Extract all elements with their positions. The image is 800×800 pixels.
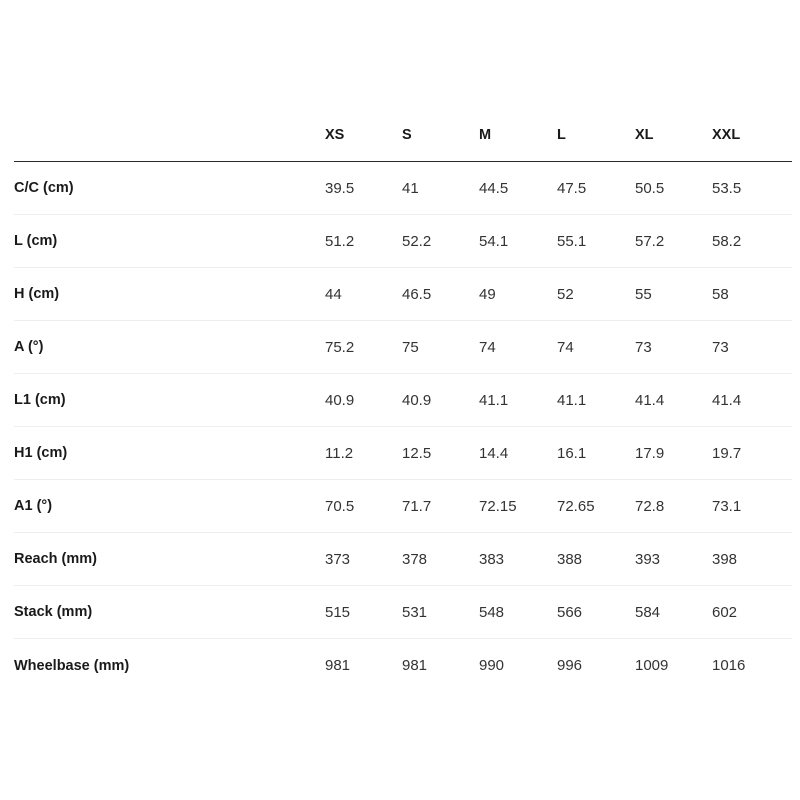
row-value-cell: 58 (712, 285, 729, 303)
row-value-cell: 393 (635, 550, 661, 568)
row-value-cell: 49 (479, 285, 496, 303)
row-value-cell: 74 (557, 338, 574, 356)
table-row (14, 639, 792, 692)
size-header-xl: XL (635, 126, 654, 143)
row-label: A (°) (14, 339, 44, 355)
row-value-cell: 52 (557, 285, 574, 303)
row-value-cell: 58.2 (712, 232, 742, 250)
row-label: C/C (cm) (14, 180, 74, 196)
size-header-s: S (402, 126, 412, 143)
size-header-xs: XS (325, 126, 345, 143)
row-value-cell: 584 (635, 603, 661, 621)
row-value-cell: 72.15 (479, 497, 517, 515)
row-value-cell: 41.4 (712, 391, 742, 409)
row-value-cell: 11.2 (325, 444, 354, 462)
row-value-cell: 398 (712, 550, 738, 568)
table-body (14, 162, 792, 692)
row-value-cell: 388 (557, 550, 583, 568)
table-row (14, 533, 792, 586)
row-value-cell: 990 (479, 657, 505, 674)
row-value-cell: 548 (479, 603, 505, 621)
row-value-cell: 566 (557, 603, 583, 621)
row-value-cell: 373 (325, 550, 351, 568)
row-label: Wheelbase (mm) (14, 657, 130, 674)
row-value-cell: 50.5 (635, 179, 665, 197)
row-value-cell: 12.5 (402, 444, 432, 462)
row-value-cell: 44.5 (479, 179, 509, 197)
row-value-cell: 40.9 (402, 391, 432, 409)
row-label: H (cm) (14, 286, 60, 302)
row-value-cell: 71.7 (402, 497, 432, 515)
row-value-cell: 16.1 (557, 444, 587, 462)
row-value-cell: 41.4 (635, 391, 665, 409)
row-value-cell: 53.5 (712, 179, 742, 197)
row-value-cell: 515 (325, 603, 351, 621)
row-label: L (cm) (14, 233, 58, 249)
table-row (14, 268, 792, 321)
row-value-cell: 55.1 (557, 232, 587, 250)
table-row (14, 162, 792, 215)
row-value-cell: 14.4 (479, 444, 509, 462)
row-value-cell: 1009 (635, 657, 669, 674)
row-value-cell: 531 (402, 603, 428, 621)
row-value-cell: 46.5 (402, 285, 432, 303)
row-label: Reach (mm) (14, 551, 97, 567)
row-value-cell: 44 (325, 285, 342, 303)
row-value-cell: 981 (325, 657, 351, 674)
table-row (14, 586, 792, 639)
geometry-table (14, 108, 792, 692)
size-header-l: L (557, 126, 566, 143)
row-value-cell: 378 (402, 550, 428, 568)
row-value-cell: 73 (712, 338, 729, 356)
row-value-cell: 51.2 (325, 232, 355, 250)
table-header-row (14, 108, 792, 162)
row-label: L1 (cm) (14, 392, 66, 408)
row-value-cell: 41.1 (557, 391, 587, 409)
table-row (14, 215, 792, 268)
row-value-cell: 72.8 (635, 497, 665, 515)
row-value-cell: 75 (402, 338, 419, 356)
row-value-cell: 55 (635, 285, 652, 303)
row-value-cell: 74 (479, 338, 496, 356)
row-value-cell: 981 (402, 657, 428, 674)
row-value-cell: 72.65 (557, 497, 595, 515)
row-value-cell: 39.5 (325, 179, 355, 197)
row-value-cell: 47.5 (557, 179, 587, 197)
row-value-cell: 75.2 (325, 338, 355, 356)
size-header-m: M (479, 126, 492, 143)
table-row (14, 321, 792, 374)
row-value-cell: 73.1 (712, 497, 742, 515)
row-value-cell: 383 (479, 550, 505, 568)
row-value-cell: 41.1 (479, 391, 509, 409)
size-header-xxl: XXL (712, 126, 741, 143)
row-value-cell: 73 (635, 338, 652, 356)
row-value-cell: 54.1 (479, 232, 509, 250)
row-value-cell: 57.2 (635, 232, 665, 250)
row-value-cell: 19.7 (712, 444, 742, 462)
row-label: Stack (mm) (14, 604, 93, 620)
row-label: A1 (°) (14, 498, 53, 514)
row-label: H1 (cm) (14, 445, 68, 461)
row-value-cell: 70.5 (325, 497, 355, 515)
row-value-cell: 41 (402, 179, 419, 197)
table-row (14, 480, 792, 533)
table-row (14, 374, 792, 427)
row-value-cell: 17.9 (635, 444, 665, 462)
row-value-cell: 1016 (712, 657, 746, 674)
table-row (14, 427, 792, 480)
row-value-cell: 996 (557, 657, 583, 674)
row-value-cell: 52.2 (402, 232, 432, 250)
row-value-cell: 602 (712, 603, 738, 621)
row-value-cell: 40.9 (325, 391, 355, 409)
